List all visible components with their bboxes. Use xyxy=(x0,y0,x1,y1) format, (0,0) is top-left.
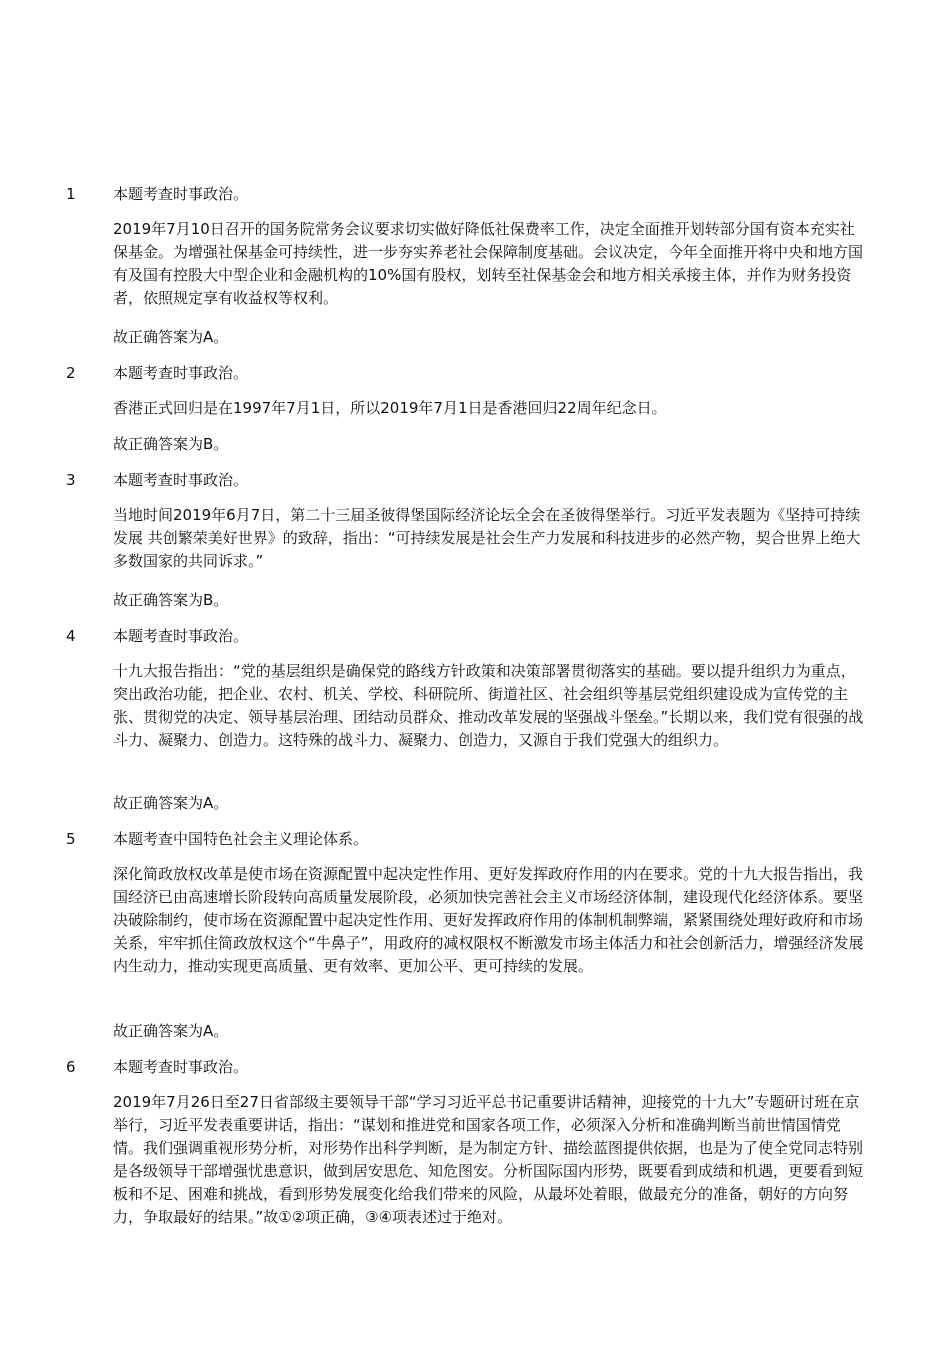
question-answer: 故正确答案为B。 xyxy=(113,591,229,609)
question-topic: 本题考查时事政治。 xyxy=(113,471,249,489)
question-number: 4 xyxy=(66,627,76,645)
question-number: 5 xyxy=(66,830,76,848)
question-explanation: 十九大报告指出：“党的基层组织是确保党的路线方针政策和决策部署贯彻落实的基础。要以提升组织力为重点，突出政治功能，把企业、农村、机关、学校、科研院所、街道社区、社会组织等基层党组织建设成为宣传党的主张、贯彻党的决定、领导基层治理、团结动员群众、推动改革发展的坚强战斗堡垒。”长期以来，我们党有很强的战斗力、凝聚力、创造力。这特殊的战斗力、凝聚力、创造力，又源自于我们党强大的组织力。 xyxy=(113,662,864,749)
question-answer: 故正确答案为A。 xyxy=(113,1022,229,1040)
question-topic: 本题考查时事政治。 xyxy=(113,627,249,645)
question-explanation: 深化简政放权改革是使市场在资源配置中起决定性作用、更好发挥政府作用的内在要求。党的十九大报告指出，我国经济已由高速增长阶段转向高质量发展阶段，必须加快完善社会主义市场经济体制，建设现代化经济体系。要坚决破除制约，使市场在资源配置中起决定性作用、更好发挥政府作用的体制机制弊端，紧紧围绕处理好政府和市场关系，牢牢抓住简政放权这个“牛鼻子”，用政府的减权限权不断激发市场主体活力和社会创新活力，增强经济发展内生动力，推动实现更高质量、更有效率、更加公平、更可持续的发展。 xyxy=(113,865,864,975)
question-topic: 本题考查时事政治。 xyxy=(113,185,249,203)
question-number: 2 xyxy=(66,364,76,382)
question-explanation: 2019年7月10日召开的国务院常务会议要求切实做好降低社保费率工作，决定全面推开划转部分国有资本充实社保基金。为增强社保基金可持续性，进一步夯实养老社会保障制度基础。会议决定，今年全面推开将中央和地方国有及国有控股大中型企业和金融机构的10%国有股权，划转至社保基金会和地方相关承接主体，并作为财务投资者，依照规定享有收益权等权利。 xyxy=(113,220,864,307)
question-topic: 本题考查时事政治。 xyxy=(113,1058,249,1076)
question-topic: 本题考查时事政治。 xyxy=(113,364,249,382)
question-topic: 本题考查中国特色社会主义理论体系。 xyxy=(113,830,369,848)
question-explanation: 2019年7月26日至27日省部级主要领导干部“学习习近平总书记重要讲话精神，迎接党的十九大”专题研讨班在京举行，习近平发表重要讲话，指出：“谋划和推进党和国家各项工作，必须深入分析和准确判断当前世情国情党情。我们强调重视形势分析，对形势作出科学判断，是为制定方针、描绘蓝图提供依据，也是为了使全党同志特别是各级领导干部增强忧患意识，做到居安思危、知危图安。分析国际国内形势，既要看到成绩和机遇，更要看到短板和不足、困难和挑战，看到形势发展变化给我们带来的风险，从最坏处着眼，做最充分的准备，朝好的方向努力，争取最好的结果。”故①②项正确，③④项表述过于绝对。 xyxy=(113,1093,864,1226)
question-number: 1 xyxy=(66,185,76,203)
question-number: 3 xyxy=(66,471,76,489)
question-answer: 故正确答案为B。 xyxy=(113,435,229,453)
question-explanation: 当地时间2019年6月7日，第二十三届圣彼得堡国际经济论坛全会在圣彼得堡举行。习近平发表题为《坚持可持续发展 共创繁荣美好世界》的致辞，指出：“可持续发展是社会生产力发展和科技进步的必然产物，契合世界上绝大多数国家的共同诉求。” xyxy=(113,506,861,570)
question-number: 6 xyxy=(66,1058,76,1076)
question-answer: 故正确答案为A。 xyxy=(113,794,229,812)
question-answer: 故正确答案为A。 xyxy=(113,328,229,346)
question-explanation: 香港正式回归是在1997年7月1日，所以2019年7月1日是香港回归22周年纪念日。 xyxy=(113,399,667,417)
